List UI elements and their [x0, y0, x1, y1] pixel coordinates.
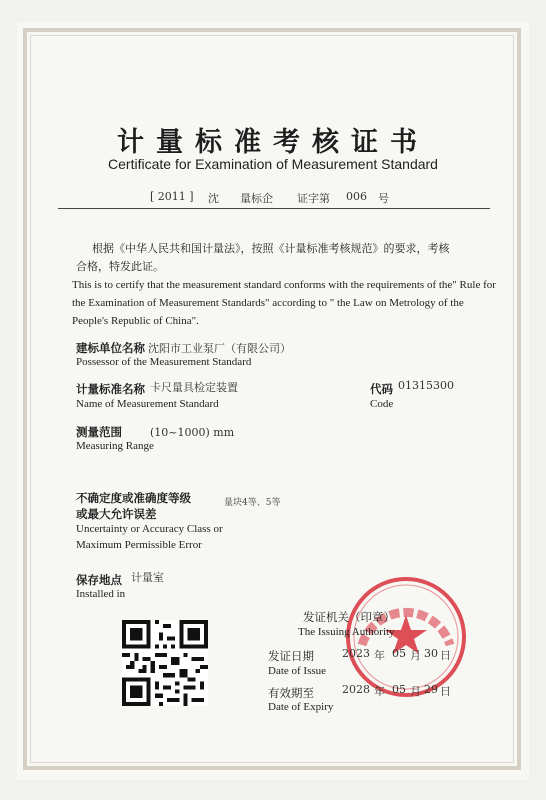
cert-hao: 号: [378, 192, 389, 205]
title-english: Certificate for Examination of Measurement Standard: [108, 156, 438, 172]
installed-label-en: Installed in: [76, 588, 126, 600]
range-label-en: Measuring Range: [76, 440, 154, 452]
cert-city: 沈: [208, 192, 219, 205]
intro-english: This is to certify that the measurement standard conforms with the requirements of the" Rule for the Examination of Measurement Standards" according to " the Law on Metrology of the People's Republic of China".: [72, 279, 496, 327]
code-label-en: Code: [370, 398, 394, 410]
possessor-label-en: Possessor of the Measurement Standard: [76, 356, 252, 368]
uncertainty-value: 量块4等、5等: [224, 498, 281, 508]
issue-year-unit: 年: [374, 649, 385, 662]
code-label-cn: 代码: [370, 382, 393, 396]
uncertainty-label-en-2: Maximum Permissible Error: [76, 539, 202, 551]
issue-date-label-en: Date of Issue: [268, 665, 327, 677]
range-label-cn: 测量范围: [76, 425, 122, 439]
header-divider: [58, 208, 490, 209]
standard-name-label-en: Name of Measurement Standard: [76, 398, 219, 410]
expiry-day: 29: [424, 683, 438, 696]
cert-number: 006: [346, 190, 367, 203]
uncertainty-label-cn-1: 不确定度或准确度等级: [76, 491, 191, 505]
issuing-label-cn: 发证机关（印章）: [303, 610, 395, 624]
expiry-date-label-en: Date of Expiry: [268, 701, 334, 713]
cert-zi: 证字第: [297, 192, 330, 205]
qr-code-image: [122, 620, 208, 706]
intro-chinese-line2: 合格，特发此证。: [76, 260, 164, 273]
cert-year: [ 2011 ]: [150, 190, 194, 203]
possessor-value: 沈阳市工业泵厂（有限公司）: [148, 342, 291, 355]
installed-label-cn: 保存地点: [76, 573, 122, 587]
installed-value: 计量室: [131, 571, 164, 584]
expiry-date-label-cn: 有效期至: [268, 686, 314, 700]
standard-name-value: 卡尺量具检定装置: [150, 381, 238, 394]
intro-chinese-line1: 根据《中华人民共和国计量法》，按照《计量标准考核规范》的要求，考核: [92, 242, 450, 255]
issue-month-unit: 月: [410, 649, 421, 662]
possessor-label-cn: 建标单位名称: [76, 341, 145, 355]
uncertainty-label-en-1: Uncertainty or Accuracy Class or: [76, 523, 223, 535]
issuing-label-en: The Issuing Authority: [298, 626, 395, 638]
issue-month: 05: [392, 647, 406, 660]
expiry-day-unit: 日: [440, 685, 451, 698]
uncertainty-label-cn-2: 或最大允许误差: [76, 507, 157, 521]
expiry-year-unit: 年: [374, 685, 385, 698]
standard-name-label-cn: 计量标准名称: [76, 382, 145, 396]
range-value: (10~1000) mm: [150, 426, 235, 439]
intro-chinese: [76, 240, 502, 276]
code-value: 01315300: [398, 379, 454, 392]
issue-date-label-cn: 发证日期: [268, 649, 314, 663]
expiry-month-unit: 月: [410, 685, 421, 698]
issue-year: 2023: [342, 647, 370, 660]
issue-day-unit: 日: [440, 649, 451, 662]
issue-day: 30: [424, 647, 438, 660]
title-chinese: 计量标准考核证书: [117, 127, 429, 158]
expiry-year: 2028: [342, 683, 370, 696]
cert-type: 量标企: [240, 192, 273, 205]
expiry-month: 05: [392, 683, 406, 696]
